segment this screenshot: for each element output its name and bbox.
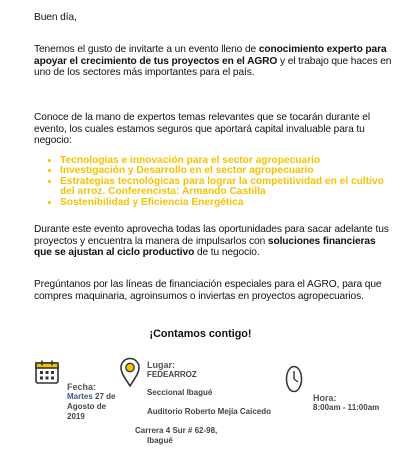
intro-highlight: conocimiento experto para apoyar el crecimiento de tus proyectos en el AGRO <box>34 44 387 67</box>
lugar-ciudad: Ibagué <box>147 436 173 445</box>
fecha-weekday: Martes <box>67 392 93 401</box>
fecha-year: 2019 <box>67 412 85 421</box>
topics-intro: Conoce de la mano de expertos temas relevantes que se tocarán durante el evento, los cuales estamos seguros que aportará capital invaluable para tu negocio: <box>34 112 370 147</box>
lugar-direccion-line: Carrera 4 Sur # 62-98, <box>135 426 218 435</box>
fecha-month: Agosto de <box>67 402 107 411</box>
lugar-auditorio: Auditorio Roberto Mejía Caicedo <box>147 407 272 416</box>
opportunities-highlight: soluciones financieras que se ajustan al ciclo productivo <box>34 235 376 259</box>
calendar-icon <box>34 359 60 385</box>
fecha-value <box>67 392 116 422</box>
greeting: Buen día, <box>34 12 77 23</box>
clock-icon <box>285 365 303 393</box>
topic-item: • Investigación y Desarrollo en el sector agropecuario <box>60 166 400 176</box>
hora-label: Hora: <box>313 393 337 403</box>
opportunities-text: Durante este evento aprovecha todas las oportunidades para sacar adelante tus proyectos y encuentra la manera de impulsarlos con <box>34 224 389 247</box>
topics-list <box>44 156 400 208</box>
lugar-name: FEDEARROZ <box>147 370 197 379</box>
financing-paragraph: Pregúntanos por las líneas de financiación especiales para el AGRO, para que compres maquinaria, agroinsumos o inviertas en proyectos agropecuarios. <box>34 279 382 302</box>
lugar-direccion <box>135 426 217 446</box>
topic-item: • Tecnologías e innovación para el sector agropecuario <box>60 156 400 166</box>
fecha-label: Fecha: <box>67 382 97 392</box>
lugar-label: Lugar: <box>147 360 175 370</box>
location-pin-icon <box>119 357 141 387</box>
opportunities-paragraph <box>34 224 396 259</box>
cta-heading: ¡Contamos contigo! <box>149 328 252 340</box>
topic-item: • Estrategias tecnológicas para lograr la competitividad en el cultivo del arroz. Conferencista: Armando Castilla <box>60 177 400 198</box>
intro-text: Tenemos el gusto de invitarte a un evento lleno de <box>34 44 259 55</box>
hora-value: 8:00am - 11:00am <box>313 403 380 412</box>
opportunities-text-end: de tu negocio. <box>194 247 260 259</box>
intro-paragraph <box>34 44 396 79</box>
lugar-seccional: Seccional Ibagué <box>147 388 213 397</box>
topic-item: • Sostenibilidad y Eficiencia Energética <box>60 198 400 208</box>
intro-text-end: y el trabajo que haces en uno de los sectores más importantes para el país. <box>34 55 392 79</box>
fecha-day: 27 de <box>95 392 116 401</box>
